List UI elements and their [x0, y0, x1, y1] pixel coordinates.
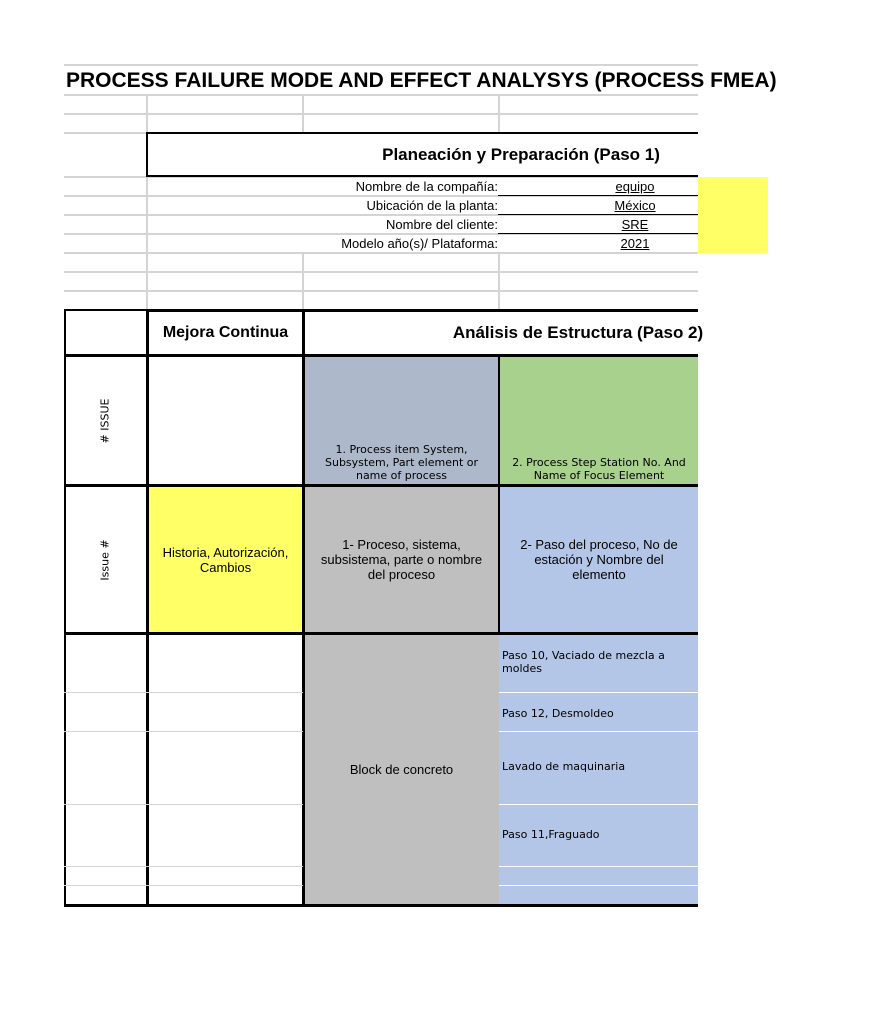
company-name-label: Nombre de la compañía:: [355, 178, 498, 194]
overflow-value-highlight: [698, 177, 768, 253]
company-name-value[interactable]: equipo: [615, 178, 655, 194]
process-step-item: Lavado de maquinaria: [502, 760, 626, 773]
process-step-item: Paso 10, Vaciado de mezcla a moldes: [502, 649, 665, 675]
process-step-item: Paso 12, Desmoldeo: [502, 707, 614, 720]
plant-location-label: Ubicación de la planta:: [366, 197, 498, 213]
sheet-title: PROCESS FAILURE MODE AND EFFECT ANALYSYS (PROCESS FMEA): [66, 68, 777, 92]
planning-heading: Planeación y Preparación (Paso 1): [382, 144, 660, 164]
process-step-header-en: 2. Process Step Station No. And Name of Focus Element: [512, 456, 686, 482]
structure-analysis-heading: Análisis de Estructura (Paso 2): [452, 323, 704, 342]
plant-location-value[interactable]: México: [614, 197, 656, 213]
fmea-sheet: [64, 64, 777, 908]
issue-header: # ISSUE: [98, 398, 112, 444]
process-step-header-es: 2- Paso del proceso, No de estación y Nombre del elemento: [520, 537, 678, 582]
history-authorization-changes: Historia, Autorización, Cambios: [162, 544, 289, 575]
process-item-name: Block de concreto: [349, 762, 454, 777]
process-item-header-es: 1- Proceso, sistema, subsistema, parte o nombre del proceso: [320, 537, 483, 582]
customer-name-label: Nombre del cliente:: [386, 216, 498, 232]
customer-name-value[interactable]: SRE: [621, 216, 649, 232]
continuous-improvement-heading: Mejora Continua: [162, 324, 289, 341]
issue-number: Issue #: [98, 539, 112, 581]
model-year-value[interactable]: 2021: [620, 235, 650, 251]
process-step-item: Paso 11,Fraguado: [502, 828, 600, 841]
process-item-header-en: 1. Process item System, Subsystem, Part element or name of process: [324, 443, 479, 482]
model-year-label: Modelo año(s)/ Plataforma:: [341, 235, 498, 251]
